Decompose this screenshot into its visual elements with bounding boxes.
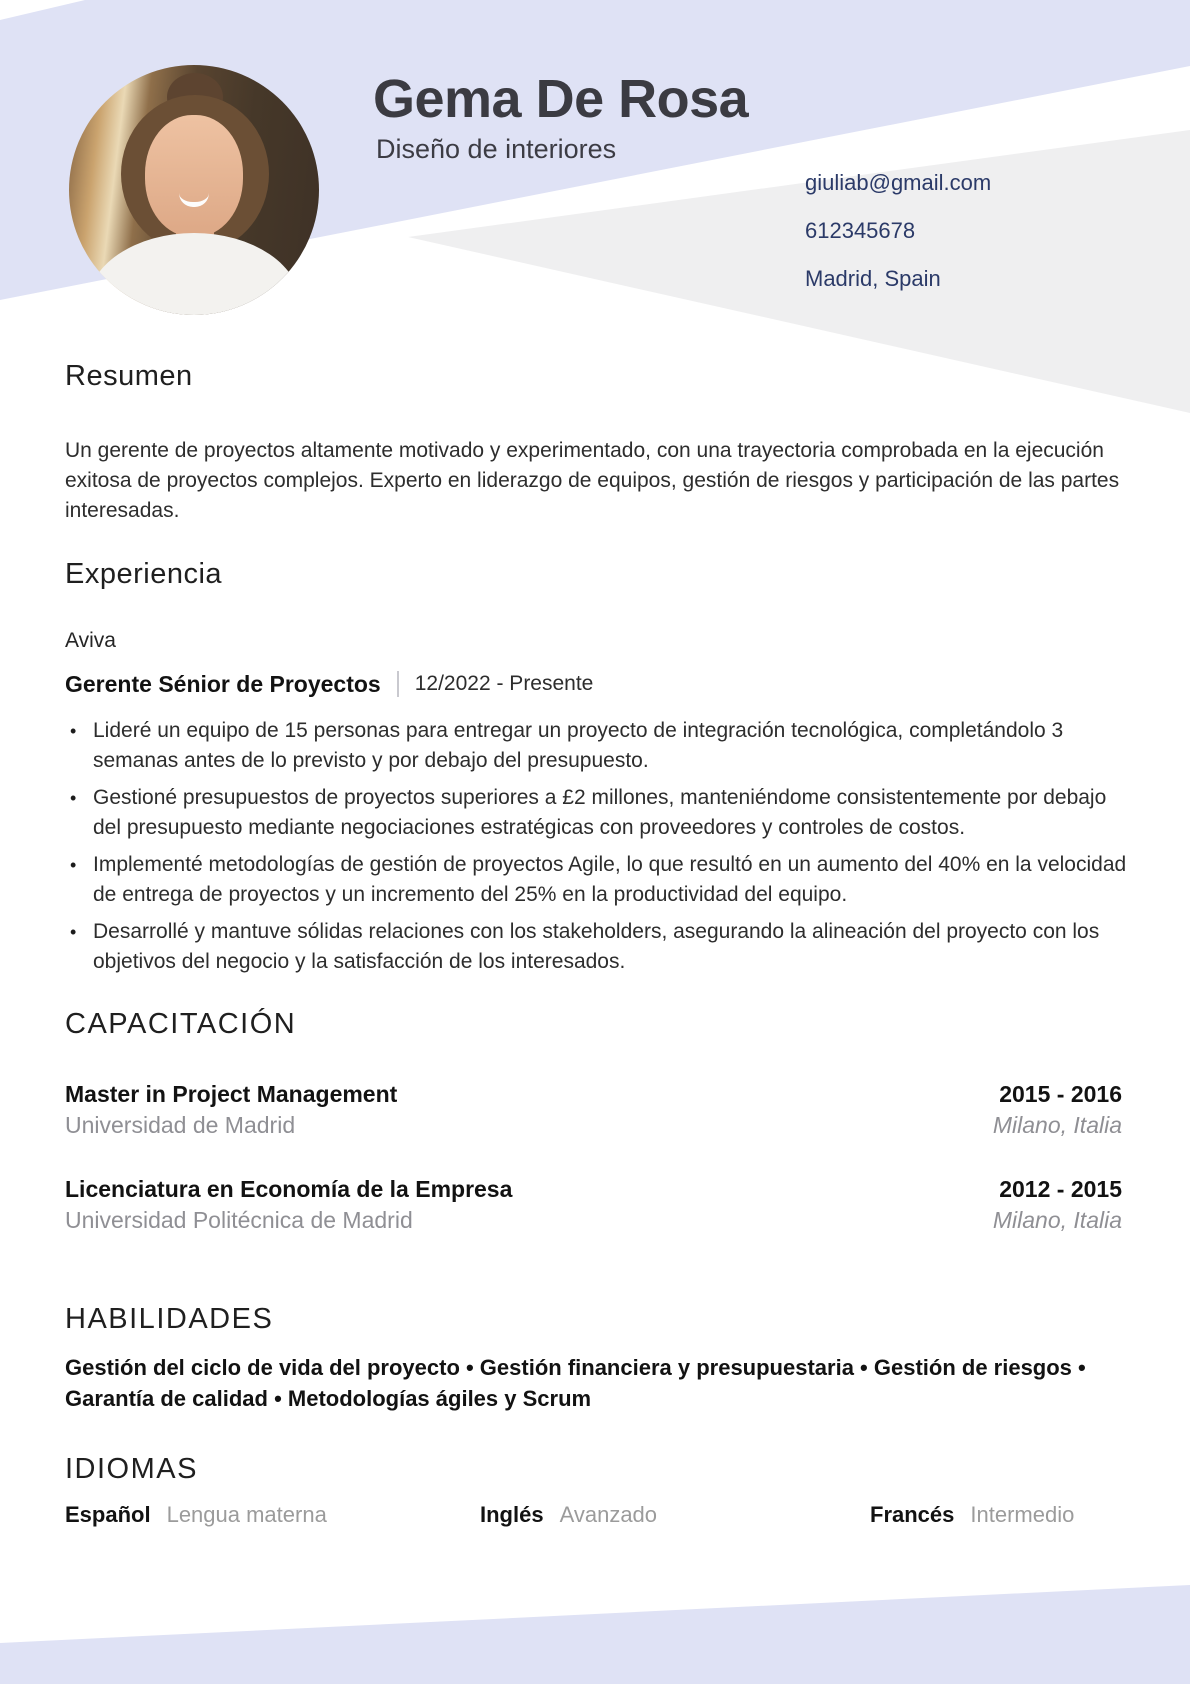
resumen-text: Un gerente de proyectos altamente motivado y experimentado, con una trayectoria comprobada en la ejecución exitosa de proyectos complejos. Experto en liderazgo de equipos, gestión de riesgos y participación de las partes interesadas. [65, 439, 1120, 522]
language-level: Avanzado [559, 1502, 658, 1527]
candidate-name: Gema De Rosa [373, 69, 749, 129]
skills-text: Gestión del ciclo de vida del proyecto • Gestión financiera y presupuestaria • Gestión de riesgos • Garantía de calidad • Metodologías ágiles y Scrum [65, 1355, 1086, 1411]
section-heading-habilidades: HABILIDADES [65, 1303, 274, 1335]
language-level: Intermedio [970, 1502, 1075, 1527]
education-location: Milano, Italia [992, 1112, 1122, 1138]
experience-bullet: • Desarrollé y mantuve sólidas relaciones con los stakeholders, asegurando la alineación del proyecto con los objetivos del negocio y la satisfacción de los interesados. [65, 917, 1138, 977]
candidate-title: Diseño de interiores [376, 134, 617, 164]
section-heading-resumen: Resumen [65, 360, 193, 392]
photo-face [145, 115, 243, 237]
photo-shirt [87, 233, 301, 315]
language-item [65, 1500, 327, 1530]
education-entry-subrow [65, 1205, 1122, 1235]
language-level: Lengua materna [166, 1502, 327, 1527]
experience-period: 12/2022 - Presente [414, 672, 594, 695]
languages-row [65, 1500, 1122, 1530]
language-name: Español [65, 1502, 151, 1527]
experience-company: Aviva [65, 629, 116, 652]
profile-photo [69, 65, 319, 315]
contact-location: Madrid, Spain [805, 266, 941, 291]
contact-email: giuliab@gmail.com [805, 170, 992, 195]
education-location: Milano, Italia [992, 1207, 1122, 1233]
contact-phone: 612345678 [805, 218, 916, 243]
education-entry-row [65, 1078, 1122, 1110]
section-heading-idiomas: IDIOMAS [65, 1453, 198, 1485]
role-date-divider [397, 671, 399, 697]
education-entry-subrow [65, 1110, 1122, 1140]
education-dates: 2015 - 2016 [999, 1081, 1122, 1107]
section-heading-experiencia: Experiencia [65, 558, 223, 590]
footer-lavender-band [0, 1585, 1190, 1684]
contact-block [805, 168, 991, 312]
experience-bullet: • Lideré un equipo de 15 personas para entregar un proyecto de integración tecnológica, completándolo 3 semanas antes de lo previsto y por debajo del presupuesto. [65, 716, 1138, 776]
experience-bullet: • Gestioné presupuestos de proyectos superiores a £2 millones, manteniéndome consistentemente por debajo del presupuesto mediante negociaciones estratégicas con proveedores y controles de costos. [65, 783, 1138, 843]
education-school: Universidad de Madrid [65, 1112, 296, 1138]
experience-role-row [65, 668, 1122, 700]
education-dates: 2012 - 2015 [999, 1176, 1122, 1202]
experience-bullet-list [65, 716, 1138, 984]
language-item [870, 1500, 1074, 1530]
experience-bullet: • Implementé metodologías de gestión de proyectos Agile, lo que resultó en un aumento del 40% en la velocidad de entrega de proyectos y un incremento del 25% en la productividad del equipo. [65, 850, 1138, 910]
education-degree: Licenciatura en Economía de la Empresa [65, 1176, 513, 1202]
language-name: Inglés [480, 1502, 544, 1527]
experience-role: Gerente Sénior de Proyectos [65, 671, 381, 697]
section-heading-capacitacion: CAPACITACIÓN [65, 1008, 297, 1040]
education-entry-row [65, 1173, 1122, 1205]
language-name: Francés [870, 1502, 955, 1527]
language-item [480, 1500, 657, 1530]
education-school: Universidad Politécnica de Madrid [65, 1207, 413, 1233]
education-degree: Master in Project Management [65, 1081, 398, 1107]
